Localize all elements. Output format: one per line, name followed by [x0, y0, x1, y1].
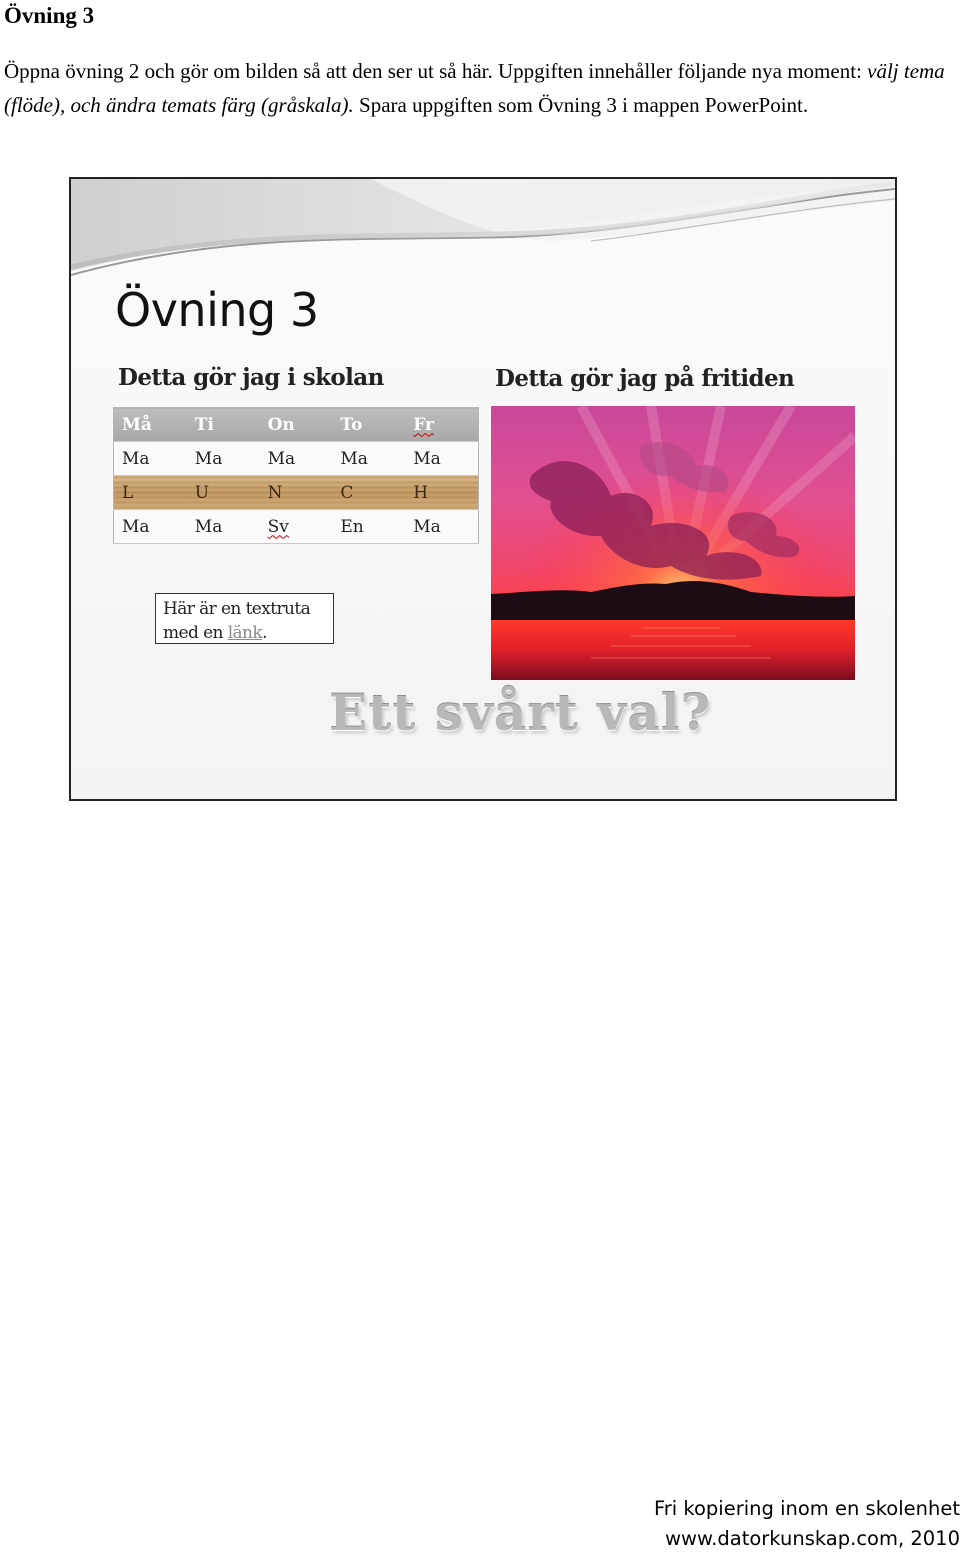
spellcheck-text: Sv	[267, 516, 289, 537]
school-heading: Detta gör jag i skolan	[118, 364, 384, 391]
table-cell	[260, 510, 333, 544]
table-cell: Ma	[114, 442, 187, 476]
day-header: To	[332, 408, 405, 442]
day-header: Må	[114, 408, 187, 442]
footer-line1: Fri kopiering inom en skolenhet	[653, 1497, 960, 1520]
table-row	[114, 442, 479, 476]
table-cell: N	[260, 476, 333, 510]
table-cell: H	[405, 476, 478, 510]
slide-title: Övning 3	[115, 283, 319, 337]
table-cell: Ma	[187, 442, 260, 476]
table-cell: En	[332, 510, 405, 544]
day-header: On	[260, 408, 333, 442]
intro-text-italic: välj tema (flöde), och ändra temats färg (gråskala).	[4, 59, 945, 117]
wordart-text: Ett svårt val?	[329, 683, 711, 742]
table-cell: Ma	[187, 510, 260, 544]
table-row	[114, 510, 479, 544]
table-cell: Ma	[260, 442, 333, 476]
day-header	[405, 408, 478, 442]
spellcheck-text: Fr	[413, 414, 434, 435]
flow-theme-swoosh	[71, 179, 895, 289]
schedule-table	[113, 407, 479, 544]
table-row-lunch	[114, 476, 479, 510]
footer	[654, 1494, 960, 1554]
text-box	[155, 593, 334, 644]
table-cell: Ma	[114, 510, 187, 544]
table-cell: Ma	[405, 510, 478, 544]
text-box-line2	[163, 621, 333, 645]
slide-preview	[69, 177, 897, 801]
intro-text-part2: Spara uppgiften som Övning 3 i mappen PowerPoint.	[353, 92, 809, 117]
table-cell: U	[187, 476, 260, 510]
intro-paragraph	[4, 55, 956, 122]
leisure-heading: Detta gör jag på fritiden	[495, 365, 795, 392]
text-box-prefix: med en	[163, 623, 228, 643]
day-header: Ti	[187, 408, 260, 442]
table-cell: Ma	[332, 442, 405, 476]
text-box-suffix: .	[262, 623, 267, 643]
table-cell: L	[114, 476, 187, 510]
link[interactable]: länk	[227, 623, 263, 643]
table-cell: Ma	[405, 442, 478, 476]
text-box-line1: Här är en textruta	[163, 599, 311, 619]
footer-line2: www.datorkunskap.com, 2010	[665, 1527, 960, 1550]
schedule-header-row	[114, 408, 479, 442]
sunset-photo	[491, 406, 855, 680]
table-cell: C	[332, 476, 405, 510]
document-title: Övning 3	[4, 3, 95, 28]
intro-text-part1: Öppna övning 2 och gör om bilden så att den ser ut så här. Uppgiften innehåller följande nya moment:	[4, 59, 868, 83]
